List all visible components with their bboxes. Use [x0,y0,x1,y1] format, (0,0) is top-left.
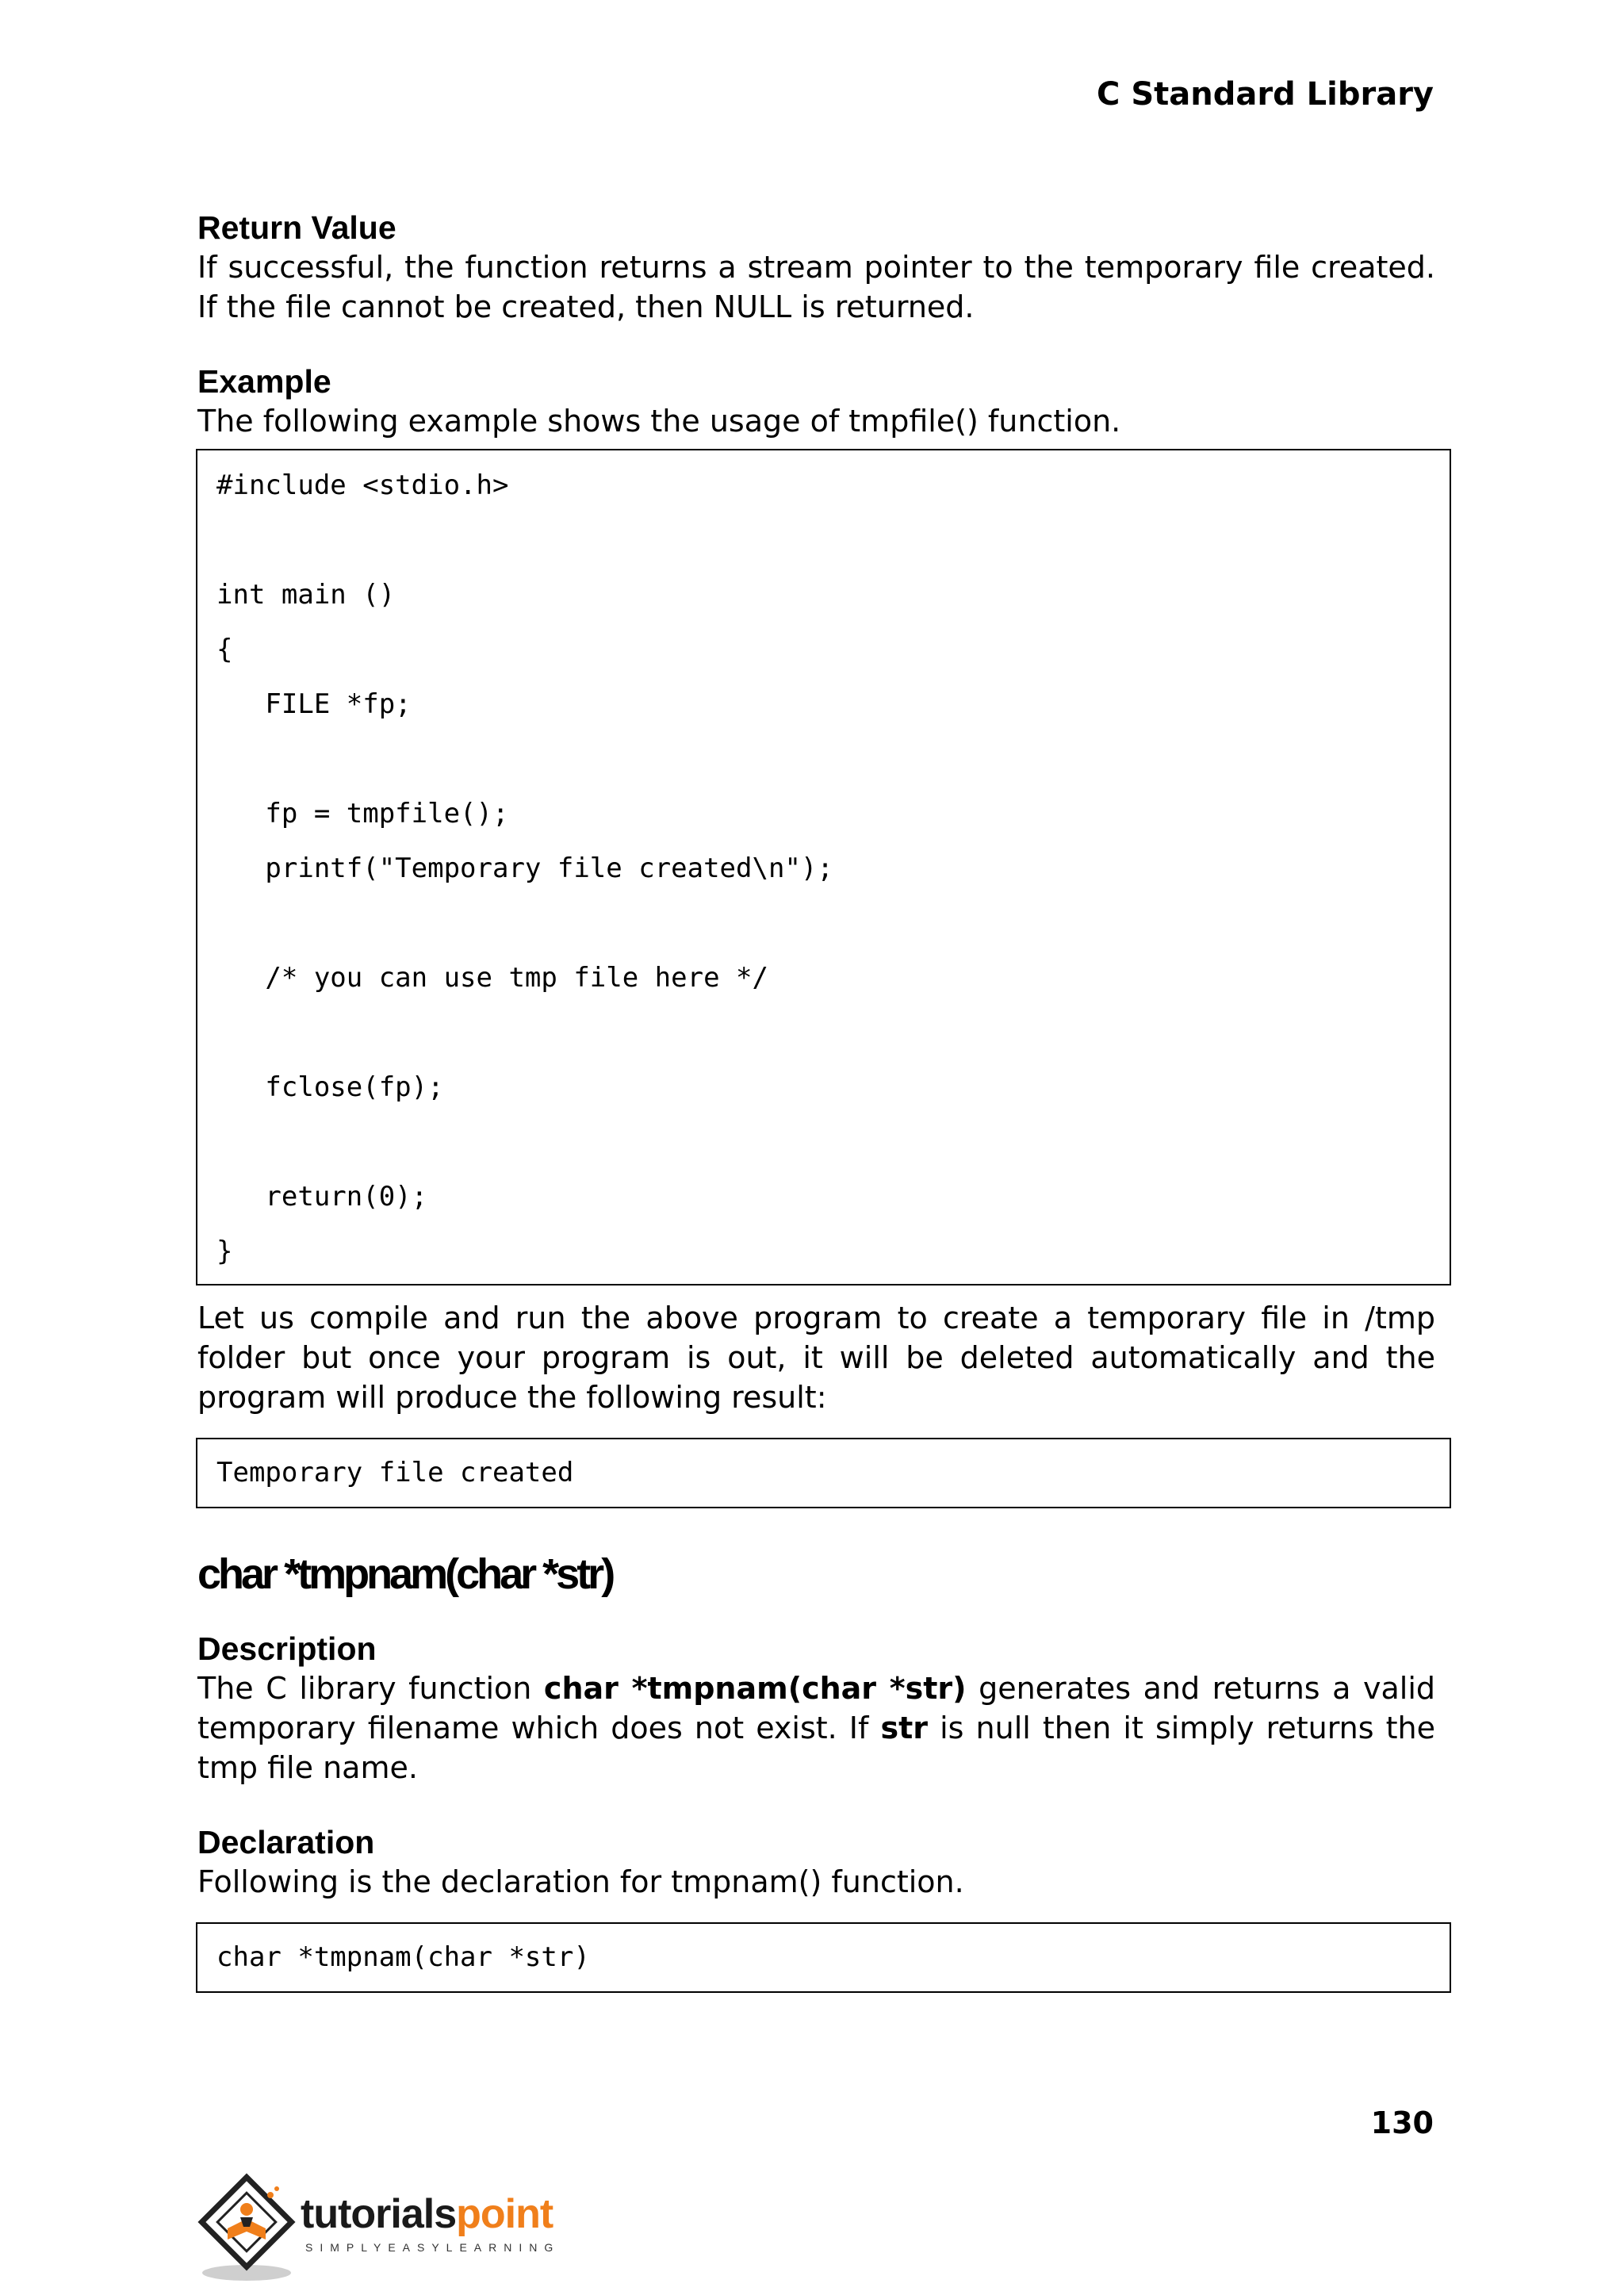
example-code-block [196,449,1451,1285]
declaration-heading: Declaration [197,1824,375,1860]
tutorialspoint-logo [197,2173,562,2284]
return-value-heading: Return Value [197,209,396,246]
code-line: fclose(fp); [216,1071,444,1103]
code-line [197,896,1450,951]
code-line: /* you can use tmp file here */ [216,962,768,994]
example-heading: Example [197,363,331,400]
page-content [197,208,1435,1993]
code-line [197,1006,1450,1060]
declaration-code-line: char *tmpnam(char *str) [216,1941,590,1973]
declaration-intro-text: Following is the declaration for tmpnam() function. [197,1864,964,1899]
description-heading: Description [197,1630,377,1667]
code-line: int main () [216,579,396,611]
logo-tagline: SIMPLYEASYLEARNING [305,2241,561,2254]
example-intro-text: The following example shows the usage of tmpfile() function. [197,404,1121,439]
output-block [196,1438,1451,1508]
function-signature-bold: char *tmpnam(char *str) [543,1671,967,1706]
tmpnam-section-title: char *tmpnam(char *str) [197,1550,613,1598]
code-line [197,1115,1450,1170]
running-header: C Standard Library [1097,76,1434,113]
return-value-text: If successful, the function returns a stream pointer to the temporary file created. If the file cannot be created, then NULL is returned. [197,250,1435,324]
output-line: Temporary file created [216,1457,574,1488]
code-line: { [216,634,233,665]
code-line: FILE *fp; [216,688,412,720]
code-line: return(0); [216,1181,428,1213]
logo-wordmark: tutorialspoint [301,2191,553,2237]
declaration-code-block [196,1922,1451,1993]
code-line: fp = tmpfile(); [216,798,509,829]
code-line: } [216,1236,233,1267]
code-line: printf("Temporary file created\n"); [216,852,833,884]
compile-run-text: Let us compile and run the above program to create a temporary file in /tmp folder but once your program is out, it will be deleted automatically and the program will produce the following result: [197,1301,1435,1415]
code-line [197,513,1450,568]
page-number: 130 [1370,2105,1434,2140]
code-line: #include <stdio.h> [216,469,509,501]
code-line [197,732,1450,787]
description-text: The C library function char *tmpnam(char *str) generates and returns a valid temporary filename which does not exist. If str is null then it simply returns the tmp file name. [197,1671,1436,1785]
str-param-bold: str [880,1711,929,1745]
logo-emblem-icon [197,2173,301,2284]
